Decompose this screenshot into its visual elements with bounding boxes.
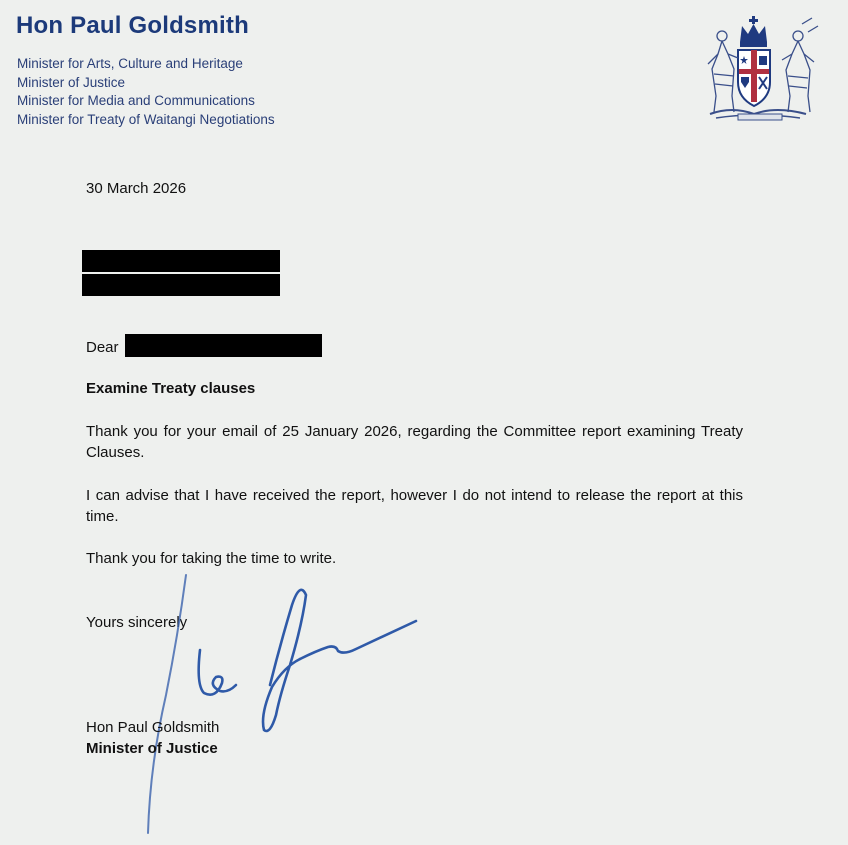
- letter-subject: Examine Treaty clauses: [86, 380, 256, 397]
- coat-of-arms-icon: [702, 14, 822, 126]
- letter-paragraph: I can advise that I have received the report, however I do not intend to release the report at this time.: [86, 487, 743, 525]
- salutation: Dear: [86, 339, 119, 356]
- signatory-title: Minister of Justice: [86, 740, 218, 757]
- signatory-name: Hon Paul Goldsmith: [86, 719, 220, 736]
- portfolio-list: [17, 55, 275, 130]
- redacted-address-line: [82, 250, 280, 272]
- letterhead-name: Hon Paul Goldsmith: [16, 12, 249, 39]
- letter-paragraph: Thank you for your email of 25 January 2026, regarding the Committee report examining Treaty Clauses.: [86, 423, 743, 461]
- letter-paragraph: Thank you for taking the time to write.: [86, 550, 337, 567]
- portfolio-item: Minister for Arts, Culture and Heritage: [17, 56, 243, 71]
- portfolio-item: Minister for Treaty of Waitangi Negotiations: [17, 112, 275, 128]
- portfolio-item: Minister of Justice: [17, 74, 126, 90]
- redacted-recipient-name: [125, 334, 322, 357]
- closing-line: Yours sincerely: [86, 614, 188, 631]
- letter-date: 30 March 2026: [86, 180, 187, 197]
- portfolio-item: Minister for Media and Communications: [17, 93, 255, 109]
- signature-icon: [120, 555, 440, 845]
- redacted-address-line: [82, 274, 280, 296]
